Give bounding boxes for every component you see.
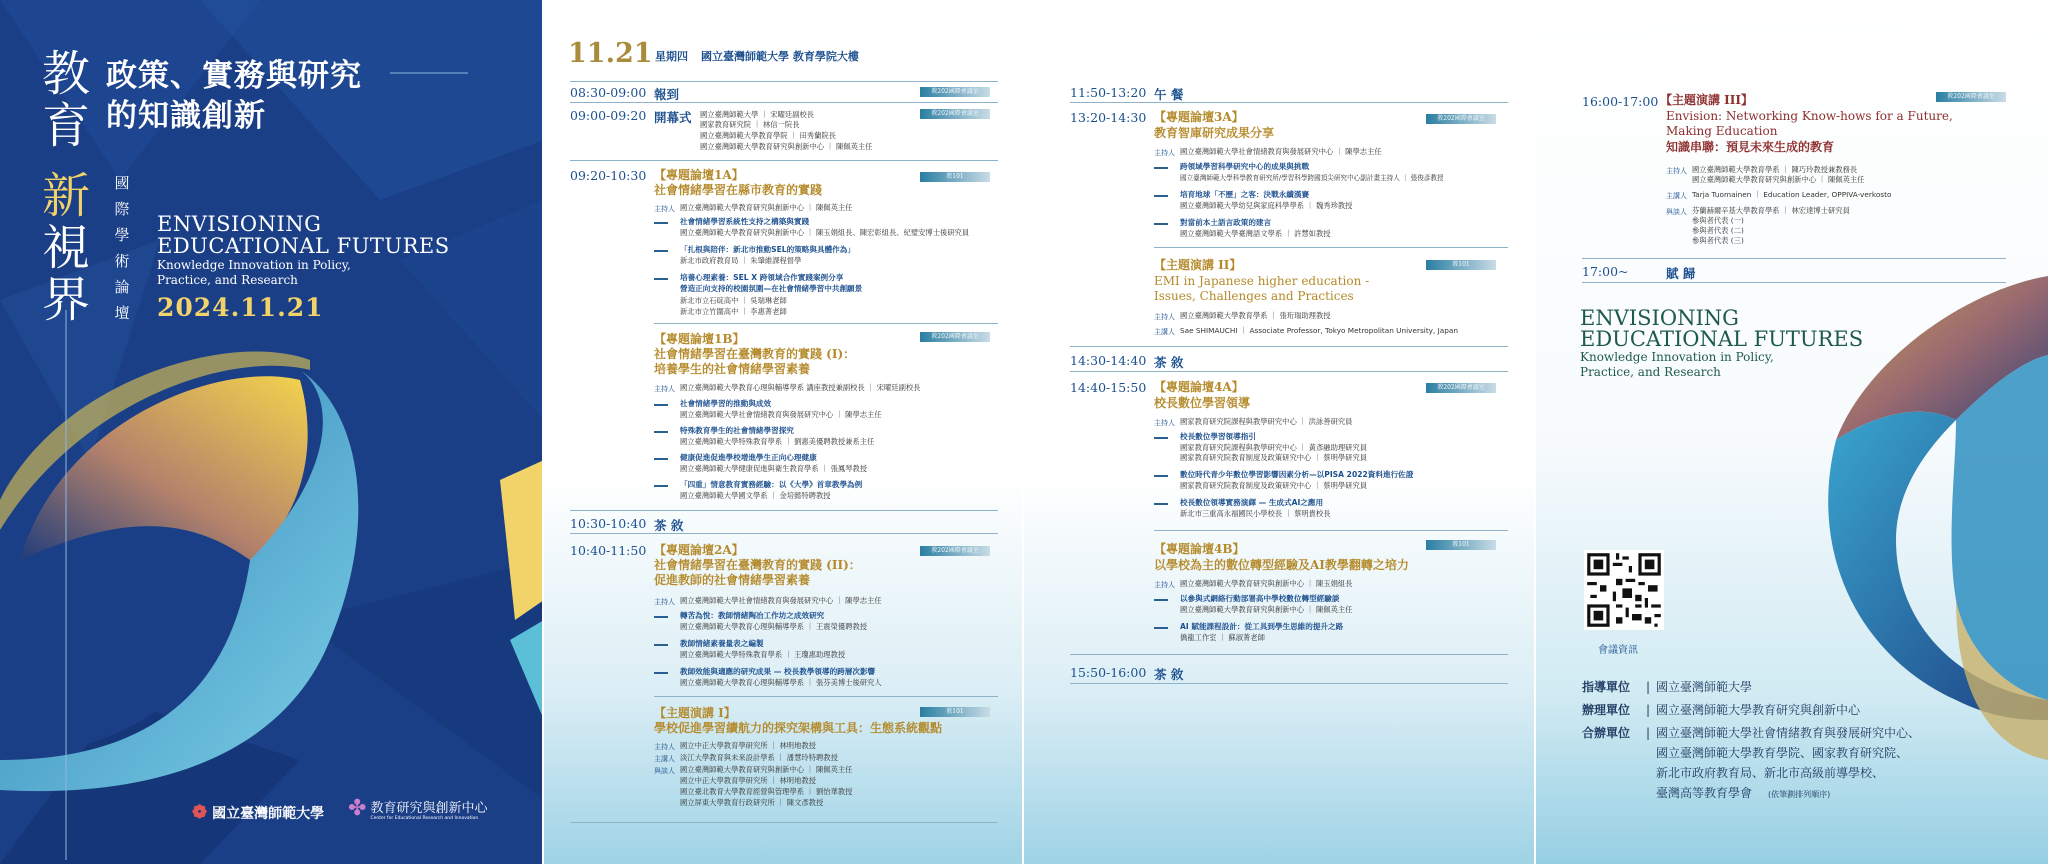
room-tag: 教101: [920, 707, 990, 717]
session-1b-label: 【專題論壇1B】: [654, 332, 745, 346]
headline-1: 政策、實務與研究: [106, 58, 362, 94]
talk-title: AI 賦能課程設計：從工具到學生思維的提升之路: [1180, 622, 1344, 631]
talk-speaker: 新北市三重高永福國民小學校長 ｜ 蔡明貴校長: [1180, 509, 1331, 518]
day-venue: 國立臺灣師範大學 教育學院大樓: [701, 50, 859, 63]
talk-title-2: 營造正向支持的校園氛圍—在社會情緒學習中共創願景: [680, 284, 863, 293]
session-open: 開幕式: [654, 110, 692, 125]
talk-speaker: 國立臺灣師範大學教育心理與輔導學系 ｜ 張芬美博士後研究人: [680, 678, 882, 687]
cover-en-sub-2: Practice, and Research: [157, 273, 298, 287]
speaker-name: Tarja Tuomainen ｜ Education Leader, OPPIVA-verkosto: [1692, 190, 1892, 199]
room-tag: 教202國際會議室: [920, 332, 990, 342]
org-label: 指導單位: [1582, 680, 1631, 694]
talk-title: 校長數位學習領導指引: [1180, 432, 1256, 441]
ceri-logo: [348, 796, 487, 821]
session-1b-title: 社會情緒學習在臺灣教育的實踐 (I)：: [654, 347, 856, 361]
ceri-logo-text: 教育研究與創新中心: [370, 800, 488, 816]
info-en-sub-2: Practice, and Research: [1580, 365, 1721, 379]
host-name: 國家教育研究院課程與教學研究中心 ｜ 洪詠善研究員: [1180, 417, 1353, 426]
host-label: 主持人: [1154, 313, 1175, 321]
org-divider: |: [1646, 726, 1651, 740]
host-label: 主持人: [1666, 167, 1687, 175]
host-label: 主持人: [654, 598, 675, 606]
keynote-3-en-title: Envision: Networking Know-hows for a Future,: [1666, 109, 1953, 123]
cover-en-title-2: EDUCATIONAL FUTURES: [157, 234, 450, 258]
room-tag: 教202國際會議室: [1426, 114, 1496, 124]
session-reg: 報到: [654, 87, 680, 102]
ceri-emblem-icon: ✤: [348, 796, 367, 821]
session-tea-2: 茶 敘: [1154, 667, 1184, 682]
talk-title: 轉苦為悅：教師情緒陶冶工作坊之成效研究: [680, 611, 825, 620]
org-label: 辦理單位: [1582, 703, 1631, 717]
talk-speaker: 國立臺灣師範大學教育心理與輔導學系 ｜ 王震榮優聘教授: [680, 622, 868, 631]
host-name: 國立臺灣師範大學教育學系 ｜ 張珩瑞助理教授: [1180, 311, 1331, 320]
session-2a-label: 【專題論壇2A】: [654, 543, 744, 557]
title-char: 視: [41, 220, 90, 276]
room-tag: 教101: [1426, 260, 1496, 270]
keynote-1-label: 【主題演講 I】: [654, 706, 736, 720]
host-name: 國立臺灣師範大學社會情緒教育與發展研究中心 ｜ 陳學志主任: [1180, 147, 1382, 156]
talk-speaker: 國立臺灣師範大學臺灣語文學系 ｜ 許慧如教授: [1180, 229, 1331, 238]
cover-panel: [0, 0, 544, 864]
title-vertical-2: [40, 170, 92, 326]
speaker-name: Sae SHIMAUCHI ｜ Associate Professor, Tokyo Metropolitan University, Japan: [1180, 326, 1458, 335]
discussant-label: 與談人: [654, 767, 675, 775]
talk-speaker: 國立臺灣師範大學特殊教育學系 ｜ 王瓊惠助理教授: [680, 650, 846, 659]
talk-title: 校長數位領導實務演繹 — 生成式AI之應用: [1180, 498, 1324, 507]
room-tag: 教101: [920, 172, 990, 182]
forum-vertical: 國際學術論壇: [114, 174, 130, 322]
org-value: 新北市政府教育局、新北市高級前導學校、: [1656, 766, 1885, 780]
session-4a-label: 【專題論壇4A】: [1154, 380, 1244, 394]
host-name: 國立臺灣師範大學教育心理與輔導學系 講座教授兼副校長 ｜ 宋曜廷副校長: [680, 383, 921, 392]
info-panel: [1536, 0, 2048, 864]
ntnu-logo: [192, 802, 324, 823]
info-en-sub-1: Knowledge Innovation in Policy,: [1580, 350, 1774, 364]
org-value: 臺灣高等教育學會: [1656, 786, 1753, 800]
session-3a-title: 教育智庫研究成果分享: [1154, 126, 1275, 140]
speaker-label: 主講人: [654, 755, 675, 763]
host-label: 主持人: [654, 743, 675, 751]
host-name: 國立臺灣師範大學教育研究與創新中心 ｜ 陳佩英主任: [680, 203, 853, 212]
headline-2: 的知識創新: [106, 98, 266, 134]
time-tea: 14:30-14:40: [1070, 353, 1147, 368]
talk-speaker: 新北市立竹圍高中 ｜ 李惠菁老師: [680, 307, 787, 316]
host-label: 主持人: [1154, 581, 1175, 589]
talk-title: 對當前本土語言政策的建言: [1180, 218, 1272, 227]
talk-speaker: 國家教育研究院教育制度及政策研究中心 ｜ 蔡明學研究員: [1180, 453, 1368, 462]
discussant-label: 與談人: [1666, 208, 1687, 216]
talk-title: 特殊教育學生的社會情緒學習探究: [680, 426, 794, 435]
org-value: 國立臺灣師範大學教育研究與創新中心: [1656, 703, 1861, 717]
talk-speaker: 國立臺灣師範大學特殊教育學系 ｜ 劉惠美優聘教授兼系主任: [680, 437, 875, 446]
discussant: 芬蘭赫爾辛基大學教育學系 ｜ 林宏達博士研究員: [1692, 206, 1850, 215]
time-lunch: 11:50-13:20: [1070, 85, 1147, 100]
host-label: 主持人: [1154, 149, 1175, 157]
open-line: 國立臺灣師範大學教育學院 ｜ 田秀蘭院長: [700, 131, 836, 140]
schedule-panel-1: [544, 0, 1024, 864]
talk-title: 跨領域學習科學研究中心的成果與挑戰: [1180, 162, 1310, 171]
time-k3: 16:00-17:00: [1582, 94, 1659, 109]
room-tag: 教202國際會議室: [920, 109, 990, 119]
session-lunch: 午 餐: [1154, 87, 1184, 102]
day-date: 11.21: [568, 38, 653, 69]
session-1a-title: 社會情緒學習在縣市教育的實踐: [654, 183, 823, 197]
info-en-title-2: EDUCATIONAL FUTURES: [1580, 327, 1864, 351]
time-open: 09:00-09:20: [570, 108, 647, 123]
info-en-title-1: ENVISIONING: [1580, 306, 1739, 330]
session-4b-label: 【專題論壇4B】: [1154, 542, 1245, 556]
talk-title: 數位時代青少年數位學習影響因素分析—以PISA 2022資料進行佐證: [1180, 470, 1414, 479]
ntnu-logo-text: 國立臺灣師範大學: [212, 805, 325, 822]
discussant: 國立臺灣師範大學教育研究與創新中心 ｜ 陳佩英主任: [680, 765, 853, 774]
time-2a: 10:40-11:50: [570, 543, 647, 558]
keynote-2-title-2: Issues, Challenges and Practices: [1154, 289, 1354, 303]
talk-title: 以參與式網絡行動部署高中學校數位轉型經驗談: [1180, 594, 1340, 603]
title-char: 界: [41, 272, 90, 328]
talk-speaker: 國立臺灣師範大學科學教育研究所/學習科學跨國頂尖研究中心副計畫主持人 ｜ 張俊彥教授: [1180, 174, 1444, 182]
host-name: 國立臺灣師範大學教育學系 ｜ 陳巧玲教授兼教務長: [1692, 165, 1858, 174]
talk-speaker: 國立臺灣師範大學幼兒與家庭科學學系 ｜ 魏秀珍教授: [1180, 201, 1353, 210]
keynote-3-label: 【主題演講 III】: [1660, 93, 1754, 107]
time-reg: 08:30-09:00: [570, 85, 647, 100]
schedule-panel-2: [1024, 0, 1536, 864]
talk-title: 健康促進促進學校增進學生正向心理健康: [680, 453, 817, 462]
room-tag: 教202國際會議室: [1426, 383, 1496, 393]
room-tag: 教101: [1426, 540, 1496, 550]
ceri-logo-sub: Center for Educational Research and Innovation: [370, 815, 479, 821]
org-note: (依筆劃排列順序): [1768, 790, 1831, 799]
discussant: 國立中正大學教育學研究所 ｜ 林明地教授: [680, 776, 816, 785]
session-1a-label: 【專題論壇1A】: [654, 168, 744, 182]
discussant: 參與者代表 (二): [1692, 226, 1744, 235]
ntnu-emblem-icon: ❁: [192, 802, 208, 823]
org-divider: |: [1646, 680, 1651, 694]
org-divider: |: [1646, 703, 1651, 717]
title-char: 育: [41, 98, 90, 154]
talk-title: 社會情緒學習系統性支持之構築與實踐: [680, 217, 810, 226]
host-name: 國立臺灣師範大學社會情緒教育與發展研究中心 ｜ 陳學志主任: [680, 596, 882, 605]
title-vertical-1: [40, 48, 92, 152]
talk-speaker: 新北市政府教育局 ｜ 朱肇維課程督學: [680, 256, 802, 265]
host-name: 國立臺灣師範大學教育研究與創新中心 ｜ 陳佩英主任: [1692, 175, 1865, 184]
qr-label: 會議資訊: [1598, 645, 1638, 656]
session-3a-label: 【專題論壇3A】: [1154, 110, 1244, 124]
open-line: 國立臺灣師範大學 ｜ 宋曜廷副校長: [700, 110, 815, 119]
keynote-3-zh-title: 知識串聯：預見未來生成的教育: [1666, 140, 1835, 154]
day-weekday: 星期四: [655, 50, 688, 63]
host-name: 國立中正大學教育學研究所 ｜ 林明地教授: [680, 741, 816, 750]
cover-en-title-1: ENVISIONING: [157, 212, 322, 236]
time-4a: 14:40-15:50: [1070, 380, 1147, 395]
room-tag: 教202國際會議室: [1936, 92, 2006, 102]
speaker-name: 淡江大學教育與未來設計學系 ｜ 潘慧玲特聘教授: [680, 753, 838, 762]
talk-speaker: 國立臺灣師範大學健康促進與衛生教育學系 ｜ 張鳳琴教授: [680, 464, 868, 473]
title-char: 新: [41, 168, 90, 224]
host-label: 主持人: [654, 205, 675, 213]
cover-en-sub-1: Knowledge Innovation in Policy,: [157, 258, 351, 272]
time-end: 17:00~: [1582, 264, 1629, 279]
talk-speaker: 新北市立石碇高中 ｜ 吳瑞琳老師: [680, 296, 787, 305]
session-2a-title-2: 促進教師的社會情緒學習素養: [654, 573, 811, 587]
session-2a-title: 社會情緒學習在臺灣教育的實踐 (II)：: [654, 558, 861, 572]
talk-speaker: 國家教育研究院課程與教學研究中心 ｜ 黃彥融助理研究員: [1180, 443, 1368, 452]
discussant: 參與者代表 (一): [1692, 216, 1744, 225]
time-3a: 13:20-14:30: [1070, 110, 1147, 125]
time-tea-2: 15:50-16:00: [1070, 665, 1147, 680]
talk-title: 「扎根與陪伴：新北市推動SEL的策略與具體作為」: [680, 245, 855, 254]
host-label: 主持人: [1154, 419, 1175, 427]
org-value: 國立臺灣師範大學社會情緒教育與發展研究中心、: [1656, 726, 1921, 740]
talk-title: 培養心理素養：SEL X 跨領域合作實踐案例分享: [680, 273, 844, 282]
org-value: 國立臺灣師範大學教育學院、國家教育研究院、: [1656, 746, 1909, 760]
talk-title: 培育地球「不歷」之客：決戰永續漢賽: [1180, 190, 1310, 199]
time-1a: 09:20-10:30: [570, 168, 647, 183]
session-1b-title-2: 培養學生的社會情緒學習素養: [654, 362, 811, 376]
talk-title: 教師情緒素養量表之編製: [680, 639, 764, 648]
talk-speaker: 國立臺灣師範大學社會情緒教育與發展研究中心 ｜ 陳學志主任: [680, 410, 882, 419]
talk-title: 教師效能與適應的研究成果 — 校長教學領導的跨層次影響: [680, 667, 876, 676]
room-tag: 教202國際會議室: [920, 87, 990, 97]
keynote-1-title: 學校促進學習續航力的探究架構與工具：生態系統觀點: [654, 721, 943, 735]
org-value: 國立臺灣師範大學: [1656, 680, 1753, 694]
title-char: 教: [41, 46, 90, 102]
talk-speaker: 僑龍工作室 ｜ 蘇淑菁老師: [1180, 633, 1265, 642]
host-name: 國立臺灣師範大學教育研究與創新中心 ｜ 陳玉娟組長: [1180, 579, 1353, 588]
keynote-3-en-title-2: Making Education: [1666, 124, 1778, 138]
session-4b-title: 以學校為主的數位轉型經驗及AI教學翻轉之培力: [1154, 558, 1409, 572]
open-line: 國家教育研究院 ｜ 林信一院長: [700, 120, 800, 129]
talk-title: 社會情緒學習的推動與成效: [680, 399, 772, 408]
discussant: 國立臺北教育大學教育經營與管理學系 ｜ 劉怡華教授: [680, 787, 853, 796]
discussant: 參與者代表 (三): [1692, 236, 1744, 245]
cover-date: 2024.11.21: [157, 293, 324, 322]
qr-code-icon[interactable]: [1584, 550, 1664, 630]
talk-speaker: 國家教育研究院教育制度及政策研究中心 ｜ 蔡明學研究員: [1180, 481, 1368, 490]
talk-speaker: 國立臺灣師範大學國文學系 ｜ 金培懿特聘教授: [680, 491, 831, 500]
speaker-label: 主講人: [1666, 192, 1687, 200]
org-label: 合辦單位: [1582, 726, 1631, 740]
session-tea: 茶 敘: [1154, 355, 1184, 370]
time-tea: 10:30-10:40: [570, 516, 647, 531]
session-end: 賦 歸: [1666, 266, 1696, 281]
session-tea: 茶 敘: [654, 518, 684, 533]
keynote-2-title: EMI in Japanese higher education -: [1154, 274, 1370, 288]
room-tag: 教202國際會議室: [920, 546, 990, 556]
speaker-label: 主講人: [1154, 328, 1175, 336]
host-label: 主持人: [654, 385, 675, 393]
session-4a-title: 校長數位學習領導: [1154, 396, 1251, 410]
talk-speaker: 國立臺灣師範大學教育研究與創新中心 ｜ 陳玉娟組長、陳宏彰組長、紀璧安博士後研究員: [680, 228, 970, 237]
discussant: 國立屏東大學教育行政研究所 ｜ 陳文彥教授: [680, 798, 824, 807]
talk-title: 「四重」情意教育實務經驗：以《大學》首章教學為例: [680, 480, 863, 489]
talk-speaker: 國立臺灣師範大學教育研究與創新中心 ｜ 陳佩英主任: [1180, 605, 1353, 614]
open-line: 國立臺灣師範大學教育研究與創新中心 ｜ 陳佩英主任: [700, 142, 873, 151]
keynote-2-label: 【主題演講 II】: [1154, 258, 1242, 272]
